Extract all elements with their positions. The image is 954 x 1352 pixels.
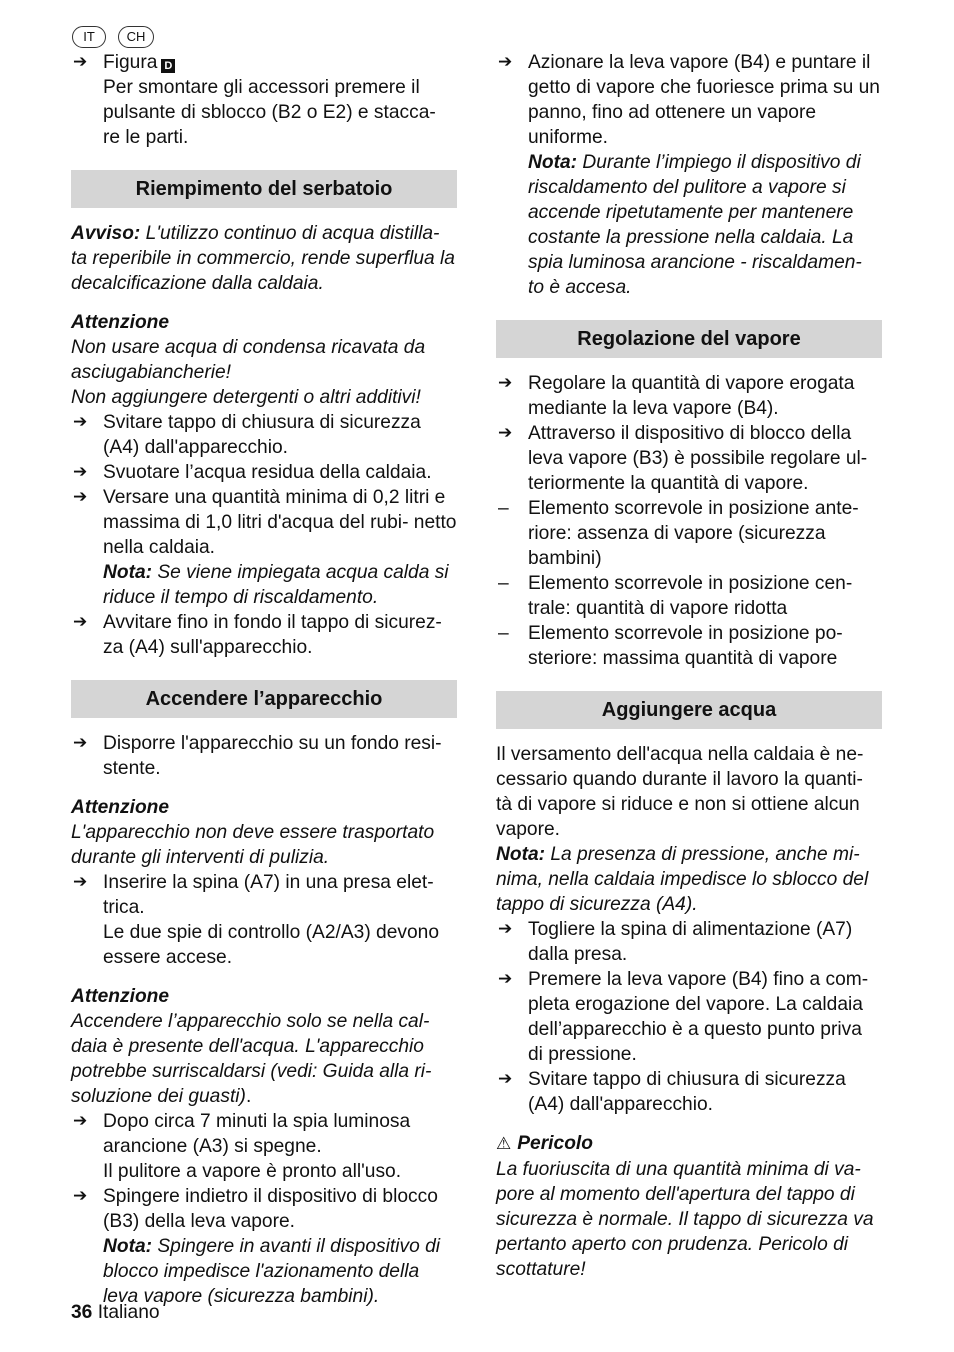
nota-pressione: [496, 842, 882, 917]
nota-label: Nota:: [528, 152, 578, 173]
step-versare: ➔ Versare una quantità minima di 0,2 litri e massima di 1,0 litri d'acqua del rubi- netto nella caldaia.: [71, 485, 457, 560]
step-svitare: ➔ Svitare tappo di chiusura di sicurezza (A4) dall'apparecchio.: [71, 410, 457, 460]
nota-spingere: [71, 1234, 457, 1309]
right-column: [496, 50, 882, 1282]
pericolo-heading: [496, 1131, 882, 1157]
avviso-paragraph: [71, 221, 457, 296]
step-togliere: ➔ Togliere la spina di alimentazione (A7) dalla presa.: [496, 917, 882, 967]
attenzione-title-2: Attenzione: [71, 797, 170, 818]
step-dopo: ➔ Dopo circa 7 minuti la spia luminosa arancione (A3) si spegne.: [71, 1109, 457, 1159]
figure-ref-badge: D: [161, 59, 175, 73]
nota-label: Nota:: [103, 1236, 153, 1257]
nota-label: Nota:: [496, 844, 546, 865]
pericolo-text: La fuoriuscita di una quantità minima di va- pore al momento dell'apertura del tappo di sicurezza è normale. Il tappo di sicurezza va pertanto aperto con prudenza. Pericolo di scottature!: [496, 1159, 874, 1280]
figura-label: Figura: [103, 52, 158, 73]
attenzione-end-3: .: [245, 1086, 252, 1107]
warning-triangle-icon: ⚠: [496, 1134, 512, 1154]
dash-item-anteriore: – Elemento scorrevole in posizione ante- riore: assenza di vapore (sicurezza bambini): [496, 496, 882, 571]
step-inserire: ➔ Inserire la spina (A7) in una presa elet- trica.: [71, 870, 457, 920]
nota-text: Se viene impiegata acqua calda si riduce il tempo di riscaldamento.: [103, 562, 449, 608]
attenzione-line-1a: Non usare acqua di condensa ricavata da asciugabiancherie!: [71, 337, 426, 383]
dash-item-centrale: – Elemento scorrevole in posizione cen- trale: quantità di vapore ridotta: [496, 571, 882, 621]
section-heading-accendere: Accendere l’apparecchio: [71, 680, 457, 718]
pericolo-title: Pericolo: [517, 1133, 593, 1154]
attenzione-line-1b: Non aggiungere detergenti o altri additivi!: [71, 387, 421, 408]
page-footer: [71, 1300, 160, 1325]
nota-text: La presenza di pressione, anche mi- nima, nella caldaia impedisce lo sblocco del tappo di sicurezza (A4).: [496, 844, 869, 915]
attenzione-paragraph-3: [71, 1009, 457, 1109]
footer-language: Italiano: [97, 1302, 160, 1323]
language-badge-ch: CH: [118, 26, 154, 48]
step-regolare: ➔ Regolare la quantità di vapore erogata mediante la leva vapore (B4).: [496, 371, 882, 421]
step-disporre: ➔ Disporre l'apparecchio su un fondo resi- stente.: [71, 731, 457, 781]
nota-text: Durante l’impiego il dispositivo di riscaldamento del pulitore a vapore si accende ripetutamente per mantenere costante la pressione nella caldaia. La spia luminosa arancione - riscaldamen- to è accesa.: [528, 152, 862, 298]
step-azionare: ➔ Azionare la leva vapore (B4) e puntare il getto di vapore che fuoriesce prima su un panno, fino ad ottenere un vapore uniforme.: [496, 50, 882, 150]
avviso-label: Avviso:: [71, 223, 141, 244]
attenzione-title-1: Attenzione: [71, 312, 170, 333]
dash-item-posteriore: – Elemento scorrevole in posizione po- steriore: massima quantità di vapore: [496, 621, 882, 671]
paragraph-versamento: Il versamento dell'acqua nella caldaia è ne- cessario quando durante il lavoro la quanti- tà di vapore si riduce e non si ottiene alcun vapore.: [496, 744, 864, 840]
step-figura: [71, 50, 457, 75]
language-badge-it: IT: [72, 26, 106, 48]
section-heading-regolazione: Regolazione del vapore: [496, 320, 882, 358]
step-attraverso: ➔ Attraverso il dispositivo di blocco della leva vapore (B3) è possibile regolare ul- teriormente la quantità di vapore.: [496, 421, 882, 496]
nota-versare: [71, 560, 457, 610]
section-heading-riempimento: Riempimento del serbatoio: [71, 170, 457, 208]
step-smontare: Per smontare gli accessori premere il pulsante di sblocco (B2 o E2) e stacca- re le parti.: [103, 77, 436, 148]
page-number: 36: [71, 1302, 93, 1323]
left-column: [71, 50, 457, 1309]
step-premere: ➔ Premere la leva vapore (B4) fino a com- pleta erogazione del vapore. La caldaia dell’apparecchio è a questo punto priva di pressione.: [496, 967, 882, 1067]
avviso-text: L'utilizzo continuo di acqua distilla- ta reperibile in commercio, rende superflua la decalcificazione dalla caldaia.: [71, 223, 455, 294]
attenzione-text-3: Accendere l’apparecchio solo se nella cal- daia è presente dell'acqua. L'apparecchio potrebbe surriscaldarsi (vedi: Guida alla ri- soluzione dei guasti): [71, 1011, 432, 1107]
nota-azionare: [496, 150, 882, 300]
attenzione-title-3: Attenzione: [71, 986, 170, 1007]
nota-label: Nota:: [103, 562, 153, 583]
nota-text: Spingere in avanti il dispositivo di blocco impedisce l'azionamento della leva vapore (sicurezza bambini).: [103, 1236, 441, 1307]
step-avvitare: ➔ Avvitare fino in fondo il tappo di sicurez- za (A4) sull'apparecchio.: [71, 610, 457, 660]
step-spingere: ➔ Spingere indietro il dispositivo di blocco (B3) della leva vapore.: [71, 1184, 457, 1234]
step-inserire-sub: Le due spie di controllo (A2/A3) devono essere accese.: [103, 922, 439, 968]
step-svitare-2: ➔ Svitare tappo di chiusura di sicurezza (A4) dall'apparecchio.: [496, 1067, 882, 1117]
step-dopo-sub: Il pulitore a vapore è pronto all'uso.: [103, 1161, 402, 1182]
attenzione-text-2: L'apparecchio non deve essere trasportato durante gli interventi di pulizia.: [71, 822, 435, 868]
step-svuotare: ➔ Svuotare l’acqua residua della caldaia.: [71, 460, 457, 485]
section-heading-aggiungere: Aggiungere acqua: [496, 691, 882, 729]
